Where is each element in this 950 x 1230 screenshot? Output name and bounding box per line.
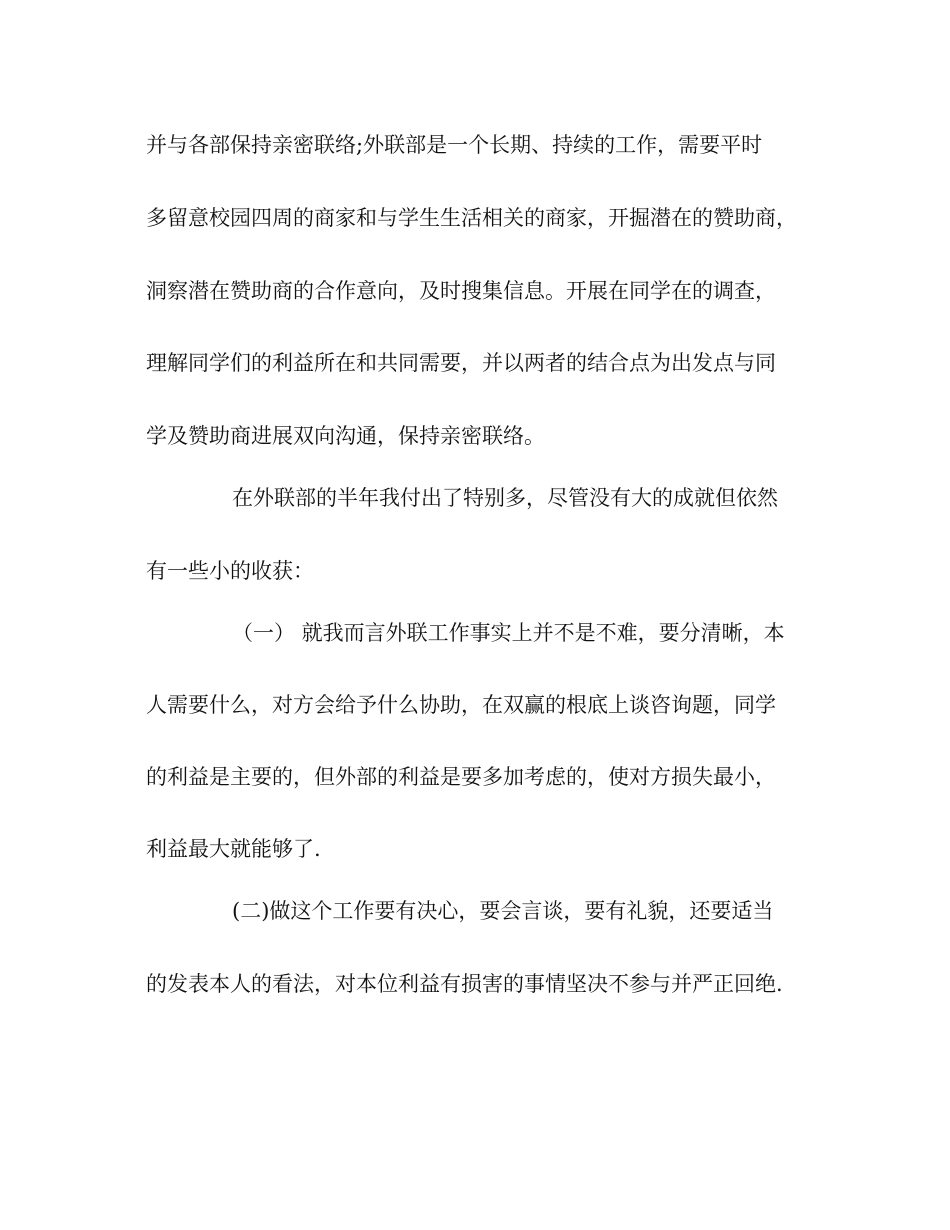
text-line: 多留意校园四周的商家和与学生生活相关的商家，开掘潜在的赞助商， bbox=[146, 206, 797, 230]
text-line: 的利益是主要的，但外部的利益是要多加考虑的，使对方损失最小， bbox=[146, 765, 776, 789]
paragraph-start-line: (二)做这个工作要有决心，要会言谈，要有礼貌，还要适当 bbox=[232, 899, 774, 923]
text-line: 的发表本人的看法，对本位利益有损害的事情坚决不参与并严正回绝. bbox=[146, 972, 783, 996]
paragraph-start-line: 在外联部的半年我付出了特别多，尽管没有大的成就但依然 bbox=[232, 486, 778, 510]
text-line: 有一些小的收获： bbox=[146, 559, 314, 583]
paragraph-start-line: （一） 就我而言外联工作事实上并不是不难，要分清晰，本 bbox=[232, 621, 785, 645]
text-line: 理解同学们的利益所在和共同需要，并以两者的结合点为出发点与同 bbox=[146, 351, 776, 375]
text-line: 学及赞助商进展双向沟通，保持亲密联络。 bbox=[146, 424, 545, 448]
text-line: 并与各部保持亲密联络;外联部是一个长期、持续的工作，需要平时 bbox=[146, 133, 763, 157]
text-line: 利益最大就能够了. bbox=[146, 837, 321, 861]
text-line: 人需要什么，对方会给予什么协助，在双赢的根底上谈咨询题，同学 bbox=[146, 693, 776, 717]
text-line: 洞察潜在赞助商的合作意向，及时搜集信息。开展在同学在的调查， bbox=[146, 279, 776, 303]
